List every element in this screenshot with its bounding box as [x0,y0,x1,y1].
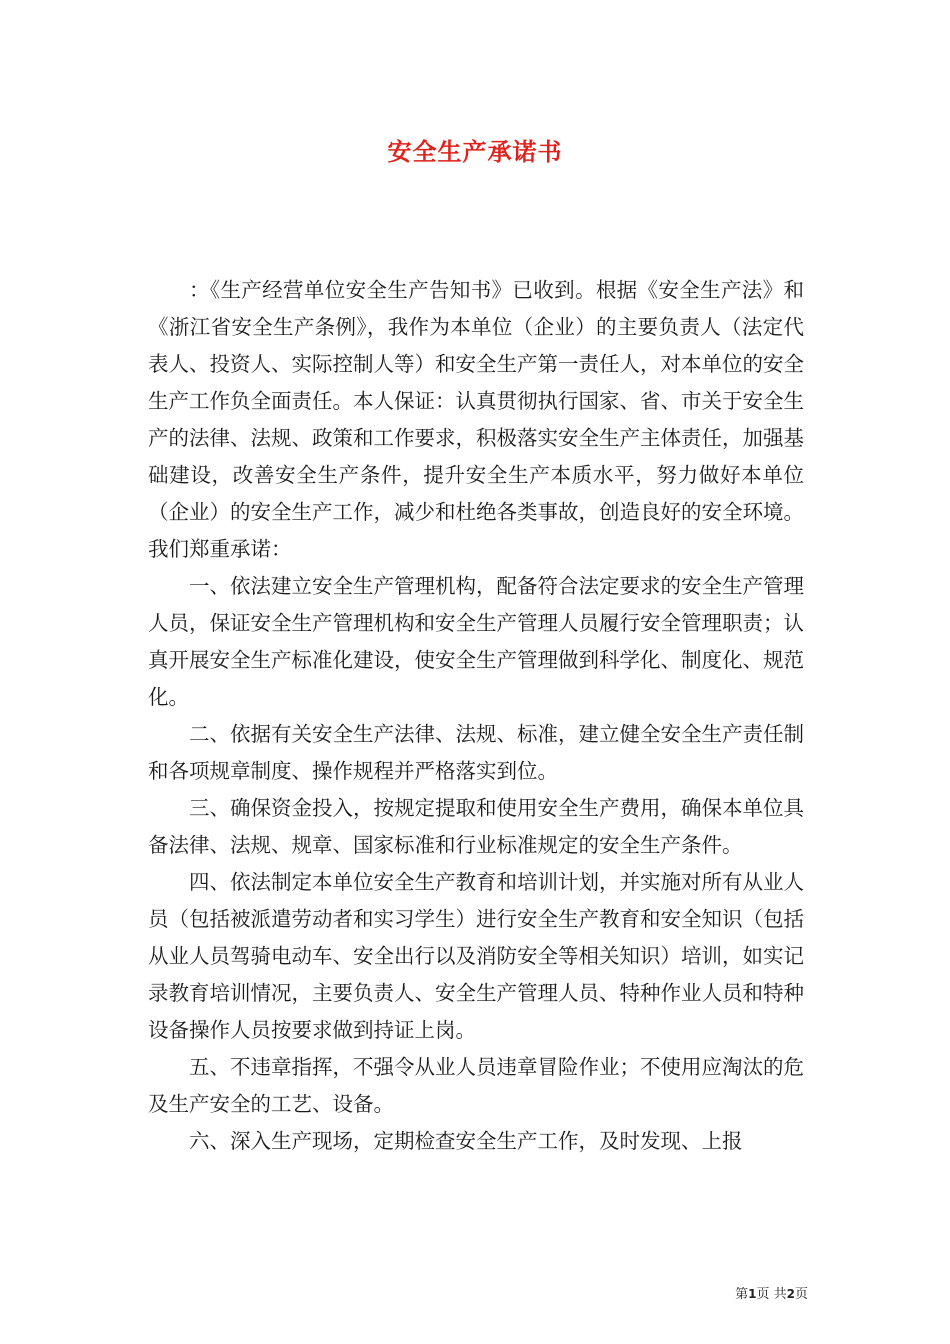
body-paragraph-3: 三、确保资金投入，按规定提取和使用安全生产费用，确保本单位具备法律、法规、规章、国家标准和行业标准规定的安全生产条件。 [148,796,804,857]
document-body [148,272,804,1160]
footer-current-page: 1 [748,1287,757,1301]
footer-total-pages: 2 [786,1287,795,1301]
body-paragraph-2: 二、依据有关安全生产法律、法规、标准，建立健全安全生产责任制和各项规章制度、操作规程并严格落实到位。 [148,722,804,783]
footer-prefix: 第 [735,1287,749,1302]
body-paragraph-6: 六、深入生产现场，定期检查安全生产工作，及时发现、上报 [189,1129,743,1153]
body-paragraph-4: 四、依法制定本单位安全生产教育和培训计划，并实施对所有从业人员（包括被派遣劳动者和实习学生）进行安全生产教育和安全知识（包括从业人员驾骑电动车、安全出行以及消防安全等相关知识）培训，如实记录教育培训情况，主要负责人、安全生产管理人员、特种作业人员和特种设备操作人员按要求做到持证上岗。 [148,870,804,1042]
document-title: 安全生产承诺书 [387,137,563,166]
footer-middle: 页 共 [756,1287,787,1302]
footer-suffix: 页 [794,1287,808,1302]
body-paragraph-1: 一、依法建立安全生产管理机构，配备符合法定要求的安全生产管理人员，保证安全生产管理机构和安全生产管理人员履行安全管理职责；认真开展安全生产标准化建设，使安全生产管理做到科学化、制度化、规范化。 [148,574,804,709]
page-number-footer [735,1283,808,1302]
body-paragraph-intro: ：《生产经营单位安全生产告知书》已收到。根据《安全生产法》和《浙江省安全生产条例》，我作为本单位（企业）的主要负责人（法定代表人、投资人、实际控制人等）和安全生产第一责任人，对本单位的安全生产工作负全面责任。本人保证：认真贯彻执行国家、省、市关于安全生产的法律、法规、政策和工作要求，积极落实安全生产主体责任，加强基础建设，改善安全生产条件，提升安全生产本质水平，努力做好本单位（企业）的安全生产工作，减少和杜绝各类事故，创造良好的安全环境。我们郑重承诺： [148,278,804,561]
body-paragraph-5: 五、不违章指挥，不强令从业人员违章冒险作业；不使用应淘汰的危及生产安全的工艺、设备。 [148,1055,804,1116]
